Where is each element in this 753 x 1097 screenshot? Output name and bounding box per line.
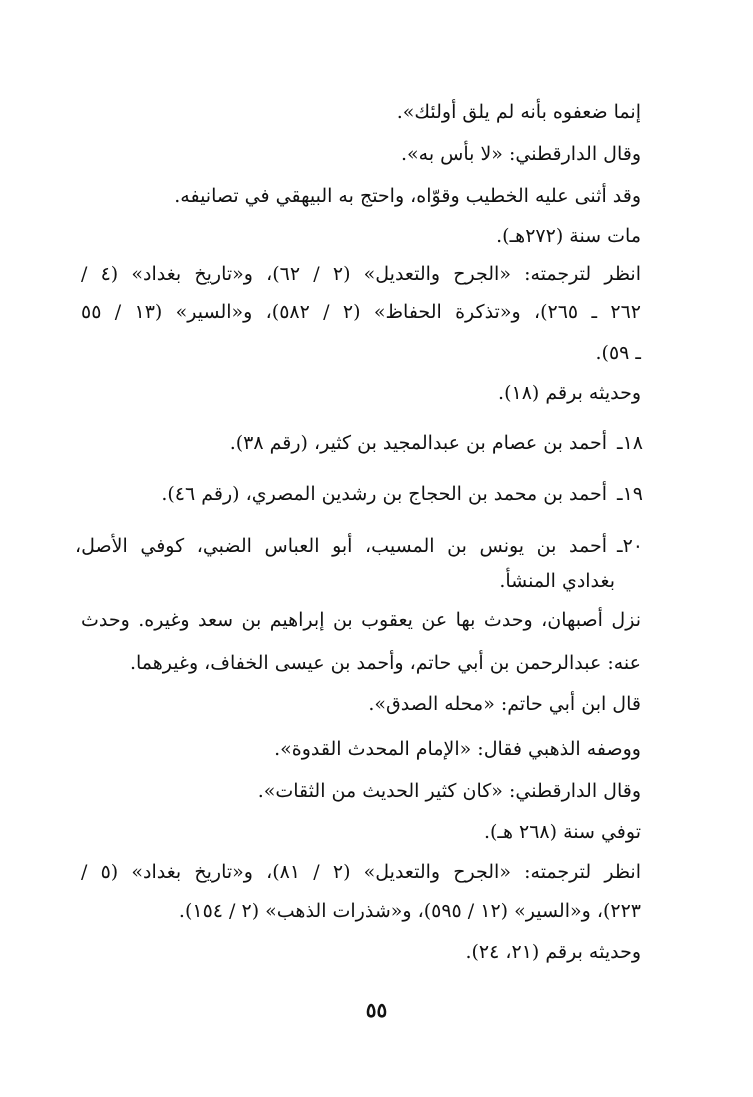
- entry-20-continuation: بغدادي المنشأ.: [499, 570, 615, 592]
- text-line-7: ـ ٥٩).: [595, 342, 641, 364]
- page-number: ٥٥: [365, 998, 388, 1022]
- text-line-16: ٢٢٣)، و«السير» (١٢ / ٥٩٥)، و«شذرات الذهب» (٢ / ١٥٤).: [178, 900, 641, 922]
- text-line-10: عنه: عبدالرحمن بن أبي حاتم، وأحمد بن عيسى الخفاف، وغيرهما.: [129, 652, 641, 674]
- text-line-9: نزل أصبهان، وحدث بها عن يعقوب بن إبراهيم بن سعد وغيره. وحدث: [81, 609, 641, 631]
- entry-20: [75, 531, 643, 561]
- text-line-14: توفي سنة (٢٦٨ هـ).: [483, 821, 641, 843]
- entry-text: أحمد بن يونس بن المسيب، أبو العباس الضبي، كوفي الأصل،: [75, 535, 607, 557]
- text-line-12: ووصفه الذهبي فقال: «الإمام المحدث القدوة».: [274, 738, 641, 760]
- text-line-5: انظر لترجمته: «الجرح والتعديل» (٢ / ٦٢)، و«تاريخ بغداد» (٤ /: [81, 263, 641, 285]
- entry-number: ١٨ـ: [617, 432, 643, 454]
- text-line-1: إنما ضعفوه بأنه لم يلق أولئك».: [396, 101, 641, 123]
- entry-19: [75, 479, 643, 509]
- text-line-17: وحديثه برقم (٢١، ٢٤).: [465, 941, 641, 963]
- text-line-4: مات سنة (٢٧٢هـ).: [496, 225, 641, 247]
- text-line-2: وقال الدارقطني: «لا بأس به».: [400, 143, 641, 165]
- entry-text: أحمد بن محمد بن الحجاج بن رشدين المصري، (رقم ٤٦).: [161, 483, 607, 505]
- entry-18: [75, 428, 643, 458]
- entry-number: ١٩ـ: [617, 483, 643, 505]
- text-line-13: وقال الدارقطني: «كان كثير الحديث من الثقات».: [257, 780, 641, 802]
- text-line-8: وحديثه برقم (١٨).: [498, 382, 641, 404]
- text-line-3: وقد أثنى عليه الخطيب وقوّاه، واحتج به البيهقي في تصانيفه.: [174, 185, 641, 207]
- text-line-6: ٢٦٢ ـ ٢٦٥)، و«تذكرة الحفاظ» (٢ / ٥٨٢)، و«السير» (١٣ / ٥٥: [81, 301, 641, 323]
- text-line-15: انظر لترجمته: «الجرح والتعديل» (٢ / ٨١)، و«تاريخ بغداد» (٥ /: [81, 861, 641, 883]
- entry-number: ٢٠ـ: [617, 535, 643, 557]
- text-line-11: قال ابن أبي حاتم: «محله الصدق».: [368, 693, 641, 715]
- entry-text: أحمد بن عصام بن عبدالمجيد بن كثير، (رقم ٣٨).: [229, 432, 607, 454]
